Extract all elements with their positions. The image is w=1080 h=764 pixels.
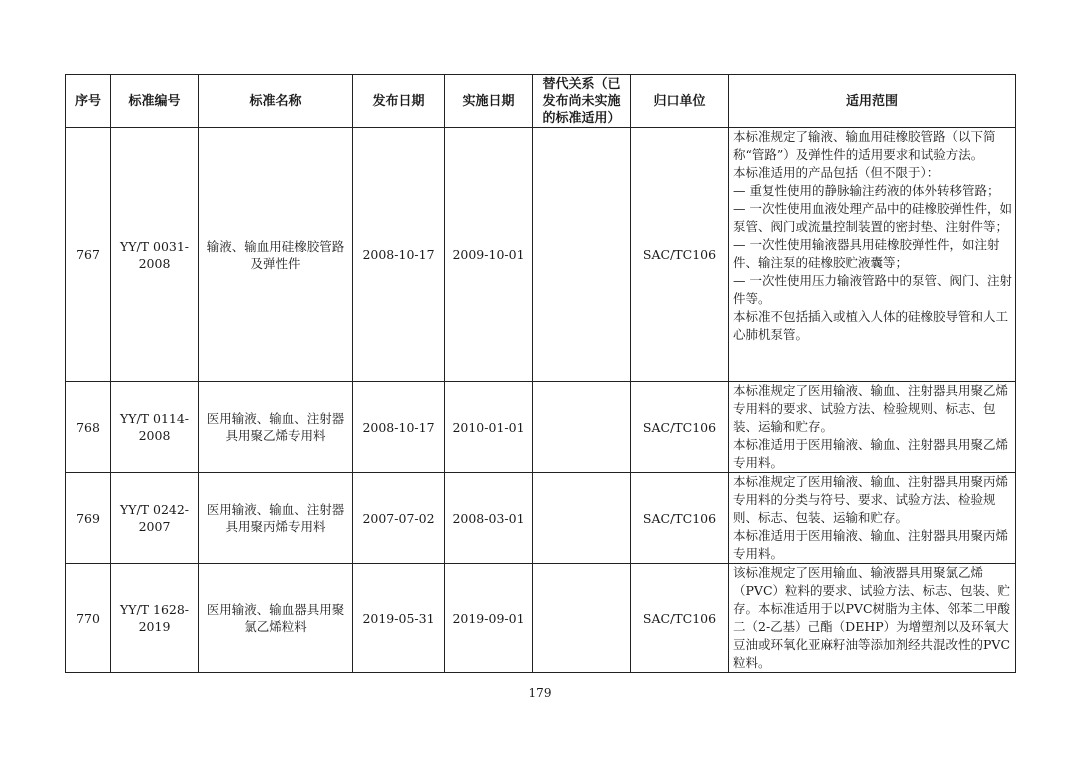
header-unit: 归口单位 — [631, 75, 729, 128]
scope-line: 本标准规定了医用输液、输血、注射器具用聚乙烯专用料的要求、试验方法、检验规则、标志、包装、运输和贮存。 — [733, 383, 1009, 434]
cell-scope — [729, 473, 1016, 564]
table-row — [66, 473, 1016, 564]
cell-scope — [729, 382, 1016, 473]
cell-replace — [533, 564, 631, 673]
cell-implement-date: 2010-01-01 — [445, 382, 533, 473]
scope-line: 本标准规定了医用输液、输血、注射器具用聚丙烯专用料的分类与符号、要求、试验方法、检验规则、标志、包装、运输和贮存。 — [733, 474, 1009, 525]
cell-code: YY/T 0242-2007 — [111, 473, 199, 564]
cell-code: YY/T 1628-2019 — [111, 564, 199, 673]
cell-publish-date: 2019-05-31 — [353, 564, 445, 673]
page-number: 179 — [528, 686, 552, 700]
scope-line: 该标准规定了医用输血、输液器具用聚氯乙烯（PVC）粒料的要求、试验方法、标志、包装、贮存。本标准适用于以PVC树脂为主体、邻苯二甲酸二（2-乙基）己酯（DEHP）为增塑剂以及环氧大豆油或环氧化亚麻籽油等添加剂经共混改性的PVC粒料。 — [733, 565, 1011, 670]
cell-implement-date: 2009-10-01 — [445, 128, 533, 382]
header-code: 标准编号 — [111, 75, 199, 128]
scope-line: 本标准规定了输液、输血用硅橡胶管路（以下简称“管路”）及弹性件的适用要求和试验方法。 — [733, 129, 996, 162]
cell-name: 医用输液、输血器具用聚氯乙烯粒料 — [199, 564, 353, 673]
scope-line: — 一次性使用血液处理产品中的硅橡胶弹性件，如泵管、阀门或流量控制装置的密封垫、注射件等； — [733, 201, 1012, 234]
table-row — [66, 128, 1016, 382]
cell-scope — [729, 564, 1016, 673]
scope-line: — 一次性使用压力输液管路中的泵管、阀门、注射件等。 — [733, 273, 1012, 306]
header-implement-date: 实施日期 — [445, 75, 533, 128]
cell-seq: 769 — [66, 473, 111, 564]
cell-replace — [533, 128, 631, 382]
scope-line: 本标准适用的产品包括（但不限于）： — [733, 165, 940, 180]
table-row — [66, 382, 1016, 473]
cell-code: YY/T 0031-2008 — [111, 128, 199, 382]
header-replace: 替代关系（已发布尚未实施的标准适用） — [533, 75, 631, 128]
cell-publish-date: 2007-07-02 — [353, 473, 445, 564]
cell-publish-date: 2008-10-17 — [353, 128, 445, 382]
scope-line: — 一次性使用输液器具用硅橡胶弹性件，如注射件、输注泵的硅橡胶贮液囊等； — [733, 237, 1000, 270]
cell-unit: SAC/TC106 — [631, 564, 729, 673]
cell-scope — [729, 128, 1016, 382]
cell-code: YY/T 0114-2008 — [111, 382, 199, 473]
table-row — [66, 564, 1016, 673]
scope-line: 本标准不包括插入或植入人体的硅橡胶导管和人工心肺机泵管。 — [733, 309, 1009, 342]
scope-line: 本标准适用于医用输液、输血、注射器具用聚乙烯专用料。 — [733, 437, 1009, 470]
cell-replace — [533, 473, 631, 564]
cell-name: 医用输液、输血、注射器具用聚乙烯专用料 — [199, 382, 353, 473]
cell-unit: SAC/TC106 — [631, 128, 729, 382]
cell-name: 医用输液、输血、注射器具用聚丙烯专用料 — [199, 473, 353, 564]
cell-seq: 770 — [66, 564, 111, 673]
cell-implement-date: 2008-03-01 — [445, 473, 533, 564]
scope-line: — 重复性使用的静脉输注药液的体外转移管路； — [733, 183, 1000, 198]
header-publish-date: 发布日期 — [353, 75, 445, 128]
cell-seq: 767 — [66, 128, 111, 382]
cell-publish-date: 2008-10-17 — [353, 382, 445, 473]
cell-seq: 768 — [66, 382, 111, 473]
cell-unit: SAC/TC106 — [631, 382, 729, 473]
standards-table — [65, 74, 1016, 673]
header-name: 标准名称 — [199, 75, 353, 128]
cell-replace — [533, 382, 631, 473]
header-row — [66, 75, 1016, 128]
cell-name: 输液、输血用硅橡胶管路及弹性件 — [199, 128, 353, 382]
scope-line: 本标准适用于医用输液、输血、注射器具用聚丙烯专用料。 — [733, 528, 1009, 561]
cell-unit: SAC/TC106 — [631, 473, 729, 564]
header-seq: 序号 — [66, 75, 111, 128]
header-scope: 适用范围 — [729, 75, 1016, 128]
cell-implement-date: 2019-09-01 — [445, 564, 533, 673]
